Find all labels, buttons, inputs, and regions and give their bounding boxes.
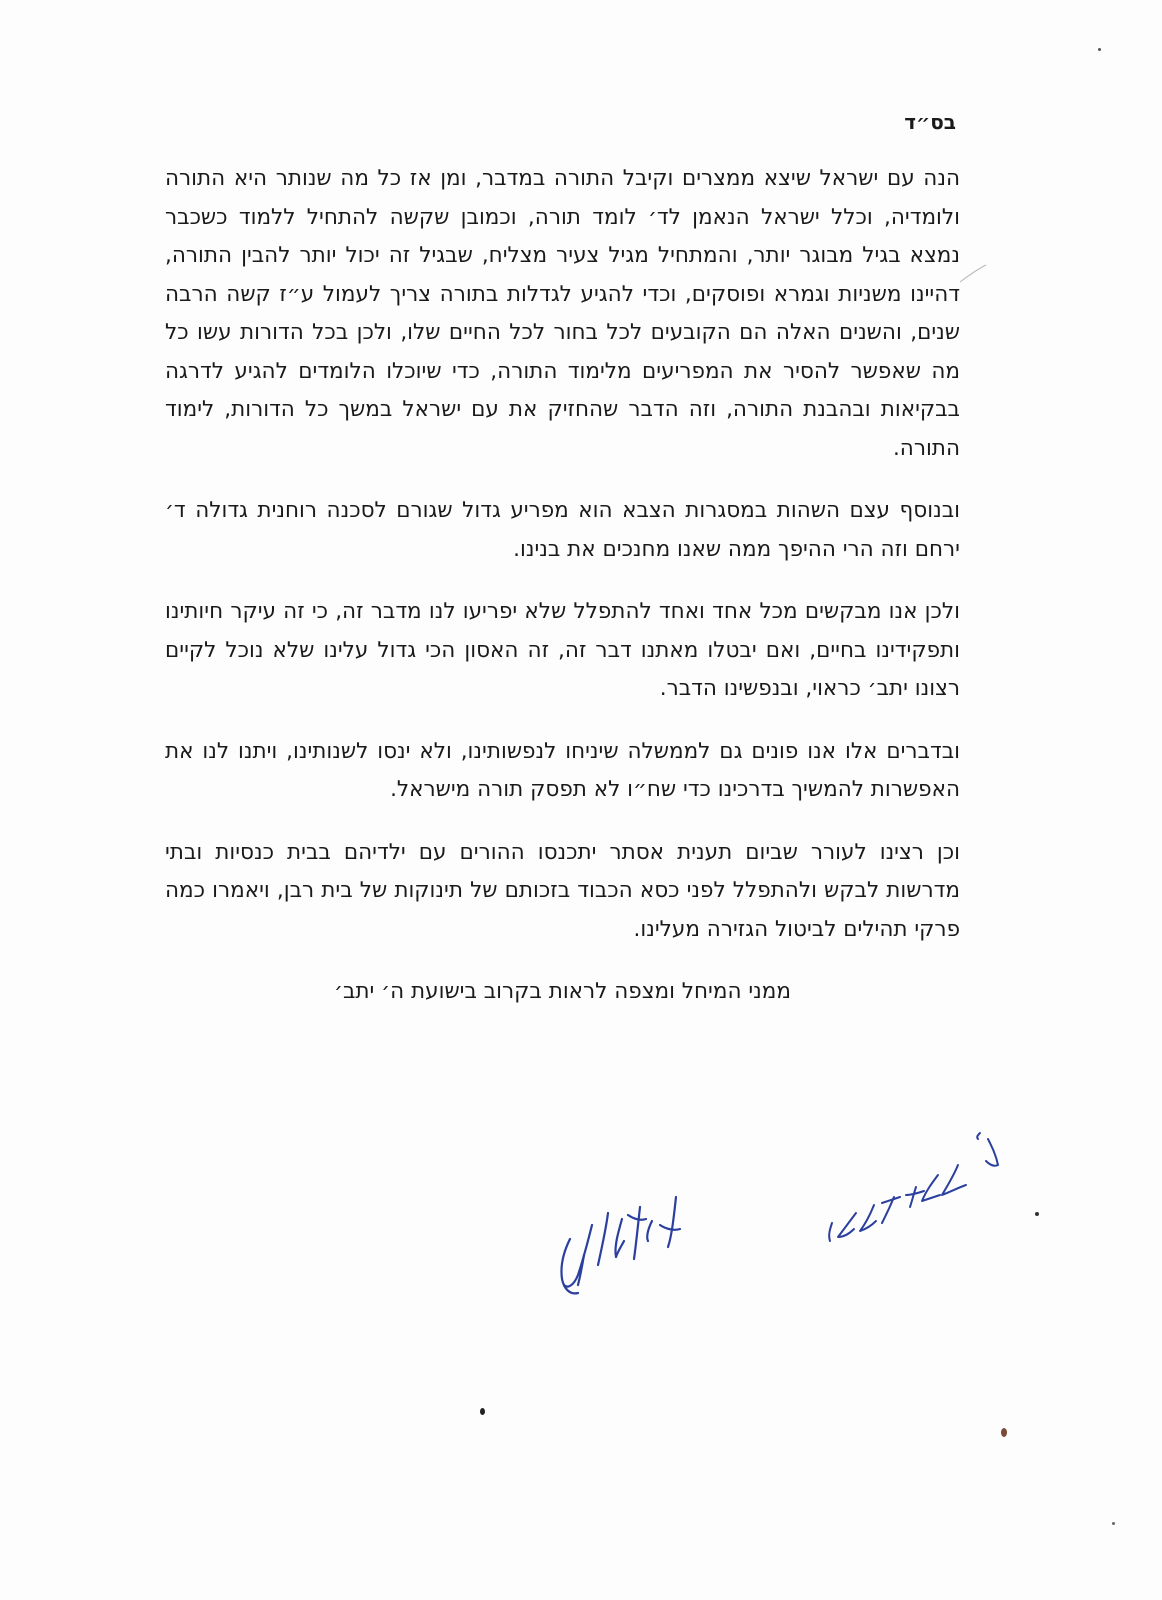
letter-body: [165, 110, 960, 1011]
ink-speck: [480, 1408, 485, 1415]
paragraph-3: ולכן אנו מבקשים מכל אחד ואחד להתפלל שלא יפריעו לנו מדבר זה, כי זה עיקר חיותינו ותפקידינו בחיים, ואם יבטלו מאתנו דבר זה, זה האסון הכי גדול עלינו שלא נוכל לקיים רצונו יתב׳ כראוי, ובנפשינו הדבר.: [165, 599, 960, 701]
paragraph-1: הנה עם ישראל שיצא ממצרים וקיבל התורה במדבר, ומן אז כל מה שנותר היא התורה ולומדיה, וכלל ישראל הנאמן לד׳ לומד תורה, וכמובן שקשה להתחיל ללמוד כשכבר נמצא בגיל מבוגר יותר, והמתחיל מגיל צעיר מצליח, שבגיל זה יכול יותר להבין התורה, דהיינו משניות וגמרא ופוסקים, וכדי להגיע לגדלות בתורה צריך לעמול ע״ז קשה הרבה שנים, והשנים האלה הם הקובעים לכל בחור לכל החיים שלו, ולכן בכל הדורות עשו כל מה שאפשר להסיר את המפריעים מלימוד התורה, כדי שיוכלו הלומדים להגיע לדרגה בבקיאות ובהבנת התורה, וזה הדבר שהחזיק את עם ישראל במשך כל הדורות, לימוד התורה.: [165, 166, 960, 461]
signature-right: [820, 1125, 1020, 1260]
signature-left: [548, 1185, 698, 1315]
paragraph-2: ובנוסף עצם השהות במסגרות הצבא הוא מפריע גדול שגורם לסכנה רוחנית גדולה ד׳ ירחם וזה הרי ההיפך ממה שאנו מחנכים את בנינו.: [165, 498, 960, 562]
scan-scratch: [958, 262, 988, 286]
paragraph-5: וכן רצינו לעורר שביום תענית אסתר יתכנסו ההורים עם ילדיהם בבית כנסיות ובתי מדרשות לבקש ולהתפלל לפני כסא הכבוד בזכותם של תינוקות של בית רבן, ויאמרו כמה פרקי תהילים לביטול הגזירה מעלינו.: [165, 839, 960, 942]
paragraph-4: ובדברים אלו אנו פונים גם לממשלה שיניחו לנפשותינו, ולא ינסו לשנותינו, ויתנו לנו את האפשרות להמשיך בדרכינו כדי שח״ו לא תפסק תורה מישראל.: [165, 738, 960, 802]
header-mark: בס״ד: [904, 110, 956, 134]
ink-speck: [1098, 48, 1101, 51]
closing-line: ממני המיחל ומצפה לראות בקרוב בישועת ה׳ יתב׳: [334, 979, 791, 1004]
ink-speck: [1112, 1522, 1115, 1525]
ink-speck: [1035, 1212, 1039, 1216]
ink-speck: [1001, 1428, 1007, 1437]
